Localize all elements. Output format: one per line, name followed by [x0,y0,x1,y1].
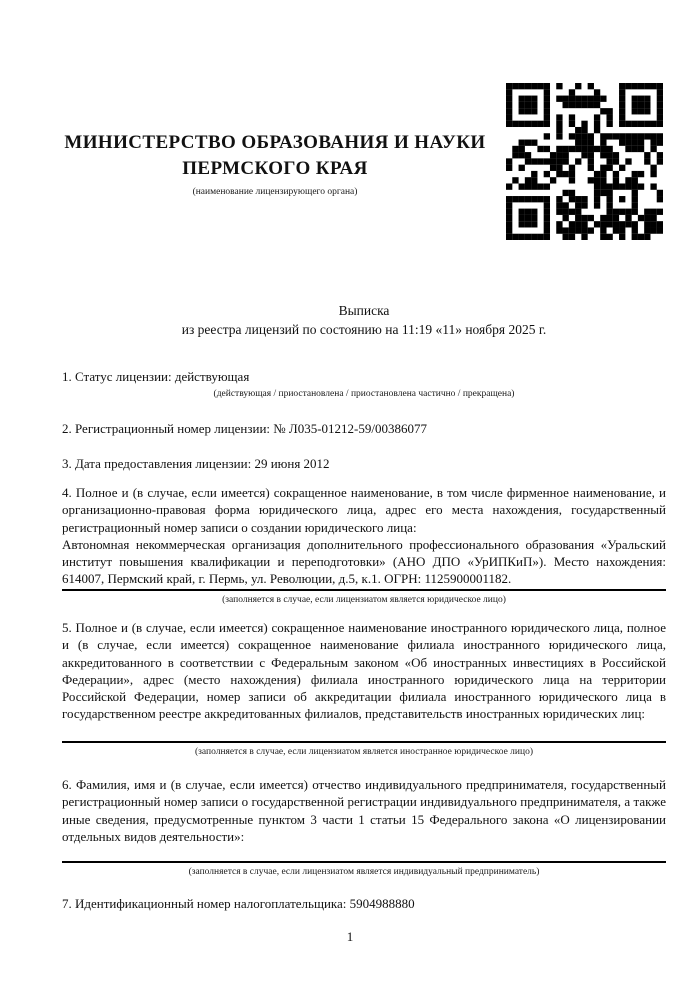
item3-text: 3. Дата предоставления лицензии: 29 июня 2012 [62,456,330,471]
item6-caption: (заполняется в случае, если лицензиатом является индивидуальный предприниматель) [188,867,540,878]
section-item-4 [62,484,666,606]
section-item-3 [62,455,666,472]
item4-fill-line [62,589,666,591]
ministry-name-line1: МИНИСТЕРСТВО ОБРАЗОВАНИЯ И НАУКИ [64,132,486,153]
document-title-line2: из реестра лицензий по состоянию на 11:19 «11» ноября 2025 г. [181,321,547,337]
item6-text: 6. Фамилия, имя и (в случае, если имеется) отчество индивидуального предпринимателя, государственный регистрационный номер записи о государственной регистрации индивидуального предпринимателя, а также иные сведения, предусмотренные пунктом 3 части 1 статьи 15 Федерального закона «О лицензировании отдельных видов деятельности»: [62,777,666,844]
section-item-6 [62,776,666,878]
qr-code-icon [506,83,663,240]
item4-value: Автономная некоммерческая организация дополнительного профессионального образования «Уральский институт повышения квалификации и переподготовки» (АНО ДПО «УрИПКиП»). Место нахождения: 614007, Пермский край, г. Пермь, ул. Революции, д.5, к.1. ОГРН: 1125900001182. [62,536,666,587]
document-title-line1: Выписка [338,303,390,318]
item4-text: 4. Полное и (в случае, если имеется) сокращенное наименование, в том числе фирменное наименование, и организационно-правовая форма юридического лица, адрес его места нахождения, государственный регистрационный номер записи о создании юридического лица: [62,485,666,535]
item5-caption: (заполняется в случае, если лицензиатом является иностранное юридическое лицо) [195,746,533,757]
item4-caption: (заполняется в случае, если лицензиатом является юридическое лицо) [222,594,506,605]
item1-text: 1. Статус лицензии: действующая [62,369,250,384]
page-number: 1 [346,929,354,944]
ministry-caption: (наименование лицензирующего органа) [192,187,358,197]
item6-fill-line [62,861,666,863]
section-item-1 [62,368,666,400]
section-item-2 [62,420,666,437]
item5-text: 5. Полное и (в случае, если имеется) сокращенное наименование иностранного юридического лица, полное и (в случае, если имеется) сокращенное наименование филиала иностранного юридического лица, аккредитованного в соответствии с Федеральным законом «Об иностранных инвестициях в Российской Федерации», адрес (место нахождения) филиала иностранного юридического лица на территории Российской Федерации, номер записи об аккредитации филиала иностранного юридического лица в государственном реестре аккредитованных филиалов, представительств иностранных юридических лиц: [62,620,666,722]
licensing-authority-header [40,130,510,198]
item1-caption: (действующая / приостановлена / приостановлена частично / прекращена) [213,389,515,400]
item5-fill-line [62,741,666,743]
ministry-name-line2: ПЕРМСКОГО КРАЯ [182,158,368,179]
document-title [62,302,666,339]
item7-text: 7. Идентификационный номер налогоплательщика: 5904988880 [62,896,415,911]
section-item-5 [62,619,666,758]
item2-text: 2. Регистрационный номер лицензии: № Л035-01212-59/00386077 [62,421,428,436]
section-item-7 [62,895,666,912]
